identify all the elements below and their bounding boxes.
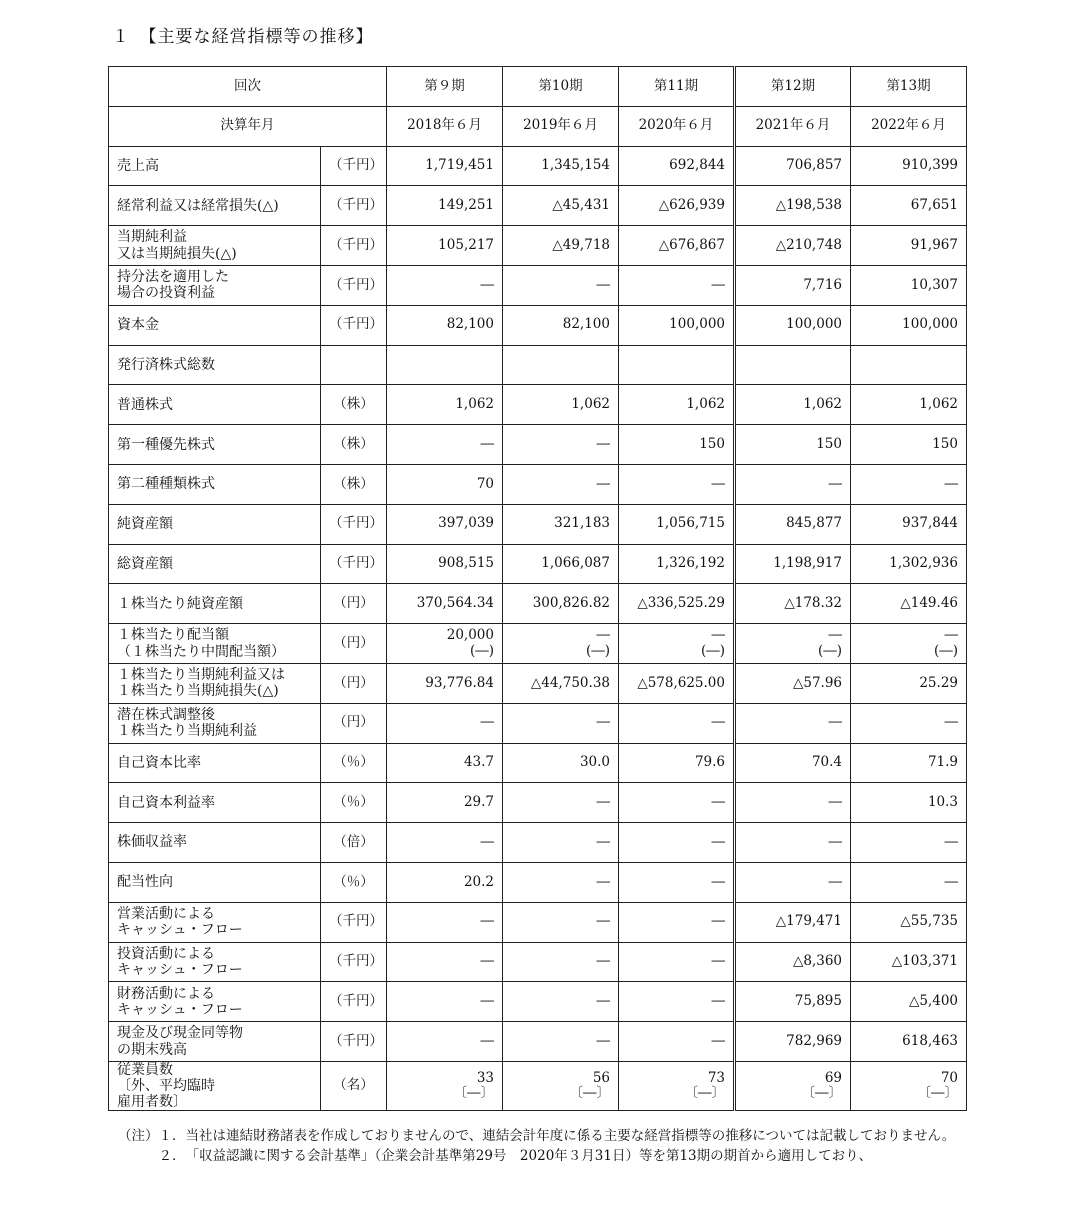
value-cell: 1,345,154 (503, 146, 619, 186)
row-label (109, 544, 321, 584)
value-cell: 1,062 (503, 385, 619, 425)
value-cell: 1,326,192 (619, 544, 735, 584)
row-label (109, 1061, 321, 1110)
row-label (109, 823, 321, 863)
value-cell: ― (619, 862, 735, 902)
value-cell (503, 345, 619, 385)
value-cell: ― (387, 902, 503, 942)
value-cell: ― (851, 464, 967, 504)
row-unit: （千円） (321, 504, 387, 544)
table-row (109, 345, 967, 385)
value-cell: ― (503, 862, 619, 902)
value-sub: (―) (933, 642, 958, 659)
value-cell: △210,748 (735, 226, 851, 266)
row-unit: （株） (321, 425, 387, 465)
table-row (109, 385, 967, 425)
row-label-line: の期末残高 (117, 1041, 187, 1058)
row-unit: （％） (321, 862, 387, 902)
row-label (109, 1022, 321, 1062)
row-unit: （倍） (321, 823, 387, 863)
value-sub: (―) (585, 642, 610, 659)
header-date-11: 2020年６月 (619, 106, 735, 146)
row-label (109, 663, 321, 703)
row-label-line: 第一種優先株式 (117, 436, 215, 453)
value-sub: 〔―〕 (453, 1085, 494, 1102)
note-1-lead: （注）１． (118, 1128, 186, 1144)
value-cell: 71.9 (851, 743, 967, 783)
row-unit: （千円） (321, 902, 387, 942)
value-cell: △198,538 (735, 186, 851, 226)
row-unit: （千円） (321, 544, 387, 584)
table-row (109, 425, 967, 465)
row-unit: （千円） (321, 186, 387, 226)
row-label-line: 潜在株式調整後 (117, 707, 215, 724)
value-cell: 30.0 (503, 743, 619, 783)
row-unit: （千円） (321, 226, 387, 266)
row-label-line: １株当たり純資産額 (117, 595, 243, 612)
row-label-line: 又は当期純損失(△) (117, 245, 237, 262)
row-unit: （円） (321, 663, 387, 703)
row-label-line: 投資活動による (117, 945, 215, 962)
value-cell: 782,969 (735, 1022, 851, 1062)
value-cell: △178.32 (735, 584, 851, 624)
value-cell: 70 (387, 464, 503, 504)
value-cell: ― (503, 982, 619, 1022)
row-label-line: １株当たり当期純損失(△) (117, 683, 279, 700)
header-date-9: 2018年６月 (387, 106, 503, 146)
value-cell: ― (387, 942, 503, 982)
table-row (109, 464, 967, 504)
row-label (109, 862, 321, 902)
row-unit: （％） (321, 743, 387, 783)
value-cell: △149.46 (851, 584, 967, 624)
header-period-10: 第10期 (503, 67, 619, 107)
table-row (109, 544, 967, 584)
value-cell: △45,431 (503, 186, 619, 226)
value-cell: ― (735, 464, 851, 504)
value-main: ― (596, 627, 610, 644)
value-cell (387, 345, 503, 385)
value-cell: △578,625.00 (619, 663, 735, 703)
row-label-line: 純資産額 (117, 516, 173, 533)
row-label-line: 第二種種類株式 (117, 476, 215, 493)
value-cell: ― (503, 703, 619, 743)
value-cell: 845,877 (735, 504, 851, 544)
row-label-line: 株価収益率 (117, 834, 187, 851)
value-cell: 100,000 (619, 305, 735, 345)
value-cell: 397,039 (387, 504, 503, 544)
row-unit: （名） (321, 1061, 387, 1110)
value-cell: ― (503, 464, 619, 504)
value-cell: ― (503, 425, 619, 465)
value-cell: △676,867 (619, 226, 735, 266)
row-label-line: 現金及び現金同等物 (117, 1025, 243, 1042)
value-cell: ― (619, 982, 735, 1022)
row-unit: （千円） (321, 942, 387, 982)
row-label-line: 当期純利益 (117, 229, 187, 246)
value-cell: 29.7 (387, 783, 503, 823)
value-cell (619, 1061, 735, 1110)
value-cell: △5,400 (851, 982, 967, 1022)
value-cell: 10.3 (851, 783, 967, 823)
table-row (109, 1061, 967, 1110)
value-cell: △57.96 (735, 663, 851, 703)
row-label (109, 624, 321, 664)
row-label-line: 持分法を適用した (117, 269, 229, 286)
table-row (109, 584, 967, 624)
value-cell: 93,776.84 (387, 663, 503, 703)
row-unit: （千円） (321, 265, 387, 305)
row-label-line: キャッシュ・フロー (117, 1001, 243, 1018)
value-main: ― (944, 627, 958, 644)
header-date-10: 2019年６月 (503, 106, 619, 146)
value-cell: ― (387, 703, 503, 743)
value-cell: 43.7 (387, 743, 503, 783)
row-label-line: 資本金 (117, 317, 159, 334)
value-cell: 706,857 (735, 146, 851, 186)
value-cell: ― (851, 703, 967, 743)
table-row (109, 743, 967, 783)
table-row (109, 982, 967, 1022)
header-period-9: 第９期 (387, 67, 503, 107)
value-cell: ― (387, 982, 503, 1022)
value-main: 69 (824, 1069, 842, 1086)
value-cell: △44,750.38 (503, 663, 619, 703)
value-cell: 618,463 (851, 1022, 967, 1062)
value-cell: ― (735, 783, 851, 823)
row-label-line: （１株当たり中間配当額） (117, 643, 285, 660)
value-cell: ― (503, 783, 619, 823)
value-cell: 70.4 (735, 743, 851, 783)
value-cell: 7,716 (735, 265, 851, 305)
row-label (109, 504, 321, 544)
table-row (109, 226, 967, 266)
value-cell (387, 1061, 503, 1110)
row-unit: （千円） (321, 146, 387, 186)
row-label-line: 配当性向 (117, 874, 173, 891)
value-cell: ― (503, 265, 619, 305)
value-cell: △626,939 (619, 186, 735, 226)
value-cell (503, 624, 619, 664)
row-label-line: 従業員数 (117, 1061, 173, 1078)
row-label-line: 財務活動による (117, 985, 215, 1002)
row-label-line: 経常利益又は経常損失(△) (117, 197, 279, 214)
value-cell: △8,360 (735, 942, 851, 982)
value-cell: 105,217 (387, 226, 503, 266)
value-cell: ― (735, 862, 851, 902)
table-row (109, 186, 967, 226)
value-cell: 20.2 (387, 862, 503, 902)
row-label-line: １株当たり当期純利益又は (117, 667, 285, 684)
row-unit (321, 345, 387, 385)
header-date-12: 2021年６月 (735, 106, 851, 146)
row-label (109, 902, 321, 942)
value-cell: △103,371 (851, 942, 967, 982)
table-row (109, 146, 967, 186)
value-cell: ― (619, 823, 735, 863)
value-cell: 150 (851, 425, 967, 465)
row-label-line: １株当たり当期純利益 (117, 723, 257, 740)
value-cell: ― (851, 823, 967, 863)
header-date-13: 2022年６月 (851, 106, 967, 146)
value-cell: ― (619, 902, 735, 942)
value-cell: 75,895 (735, 982, 851, 1022)
row-unit: （円） (321, 703, 387, 743)
value-cell (735, 1061, 851, 1110)
value-cell (387, 624, 503, 664)
value-cell: 100,000 (735, 305, 851, 345)
row-unit: （円） (321, 624, 387, 664)
row-unit: （千円） (321, 982, 387, 1022)
value-sub: 〔―〕 (569, 1085, 610, 1102)
row-label (109, 425, 321, 465)
table-row (109, 624, 967, 664)
notes (118, 1126, 978, 1166)
value-main: ― (828, 627, 842, 644)
value-cell (851, 345, 967, 385)
table-row (109, 504, 967, 544)
value-cell: 1,302,936 (851, 544, 967, 584)
header-period-13: 第13期 (851, 67, 967, 107)
value-cell: 82,100 (503, 305, 619, 345)
value-main: 56 (592, 1069, 610, 1086)
row-label (109, 464, 321, 504)
value-cell: ― (619, 703, 735, 743)
table-row (109, 862, 967, 902)
value-cell: 82,100 (387, 305, 503, 345)
value-cell (619, 345, 735, 385)
value-cell: 300,826.82 (503, 584, 619, 624)
note-1 (118, 1126, 978, 1146)
header-period-11: 第11期 (619, 67, 735, 107)
header-row-period (109, 67, 967, 107)
value-cell: 370,564.34 (387, 584, 503, 624)
value-sub: 〔―〕 (917, 1085, 958, 1102)
value-cell: ― (851, 862, 967, 902)
value-cell: 150 (619, 425, 735, 465)
row-label-line: キャッシュ・フロー (117, 961, 243, 978)
row-unit: （円） (321, 584, 387, 624)
row-label-line: 自己資本比率 (117, 754, 201, 771)
value-cell: △336,525.29 (619, 584, 735, 624)
row-label-line: 雇用者数〕 (117, 1094, 187, 1111)
value-cell: ― (619, 1022, 735, 1062)
table-row (109, 1022, 967, 1062)
row-label-line: 自己資本利益率 (117, 794, 215, 811)
value-cell: 1,062 (387, 385, 503, 425)
value-cell (619, 624, 735, 664)
table-row (109, 703, 967, 743)
note-2-text: 「収益認識に関する会計基準」（企業会計基準第29号 2020年３月31日）等を第13期の期首から適用しており、 (185, 1148, 873, 1164)
row-label-line: 営業活動による (117, 906, 215, 923)
value-cell: 1,719,451 (387, 146, 503, 186)
row-unit: （％） (321, 783, 387, 823)
row-unit: （株） (321, 385, 387, 425)
row-label-line: 普通株式 (117, 396, 173, 413)
value-cell: ― (619, 265, 735, 305)
table-row (109, 663, 967, 703)
value-cell: ― (503, 942, 619, 982)
value-sub: 〔―〕 (684, 1085, 725, 1102)
header-date-label: 決算年月 (109, 106, 387, 146)
value-cell: △49,718 (503, 226, 619, 266)
value-cell (735, 345, 851, 385)
value-cell (503, 1061, 619, 1110)
row-label (109, 226, 321, 266)
row-unit: （千円） (321, 305, 387, 345)
row-label (109, 305, 321, 345)
table-row (109, 902, 967, 942)
value-cell: △55,735 (851, 902, 967, 942)
row-label-line: 場合の投資利益 (117, 285, 215, 302)
row-label (109, 385, 321, 425)
value-cell (851, 624, 967, 664)
row-label (109, 982, 321, 1022)
value-cell: 1,062 (619, 385, 735, 425)
table-row (109, 823, 967, 863)
value-cell: ― (735, 823, 851, 863)
value-cell: 1,198,917 (735, 544, 851, 584)
value-cell: 91,967 (851, 226, 967, 266)
row-label (109, 584, 321, 624)
row-unit: （千円） (321, 1022, 387, 1062)
value-cell: 25.29 (851, 663, 967, 703)
value-cell: 908,515 (387, 544, 503, 584)
value-cell: 150 (735, 425, 851, 465)
row-label-line: 〔外、平均臨時 (117, 1078, 215, 1095)
row-label (109, 265, 321, 305)
note-2-lead: ２． (118, 1148, 186, 1164)
row-label (109, 942, 321, 982)
value-cell: 1,062 (851, 385, 967, 425)
value-cell: ― (619, 783, 735, 823)
value-cell: 10,307 (851, 265, 967, 305)
value-cell: 1,056,715 (619, 504, 735, 544)
value-cell: 692,844 (619, 146, 735, 186)
value-cell: 321,183 (503, 504, 619, 544)
value-cell: ― (503, 902, 619, 942)
header-period-label: 回次 (109, 67, 387, 107)
note-1-text: 当社は連結財務諸表を作成しておりませんので、連結会計年度に係る主要な経営指標等の推移については記載しておりません。 (185, 1128, 956, 1144)
value-sub: 〔―〕 (801, 1085, 842, 1102)
value-cell: ― (503, 1022, 619, 1062)
value-cell: ― (619, 942, 735, 982)
value-cell: ― (387, 1022, 503, 1062)
header-period-12: 第12期 (735, 67, 851, 107)
row-label (109, 703, 321, 743)
value-sub: (―) (469, 642, 494, 659)
header-row-date (109, 106, 967, 146)
table-row (109, 305, 967, 345)
value-cell: 937,844 (851, 504, 967, 544)
row-label-line: 総資産額 (117, 555, 173, 572)
value-cell: 910,399 (851, 146, 967, 186)
value-cell: 1,062 (735, 385, 851, 425)
value-cell (735, 624, 851, 664)
table-row (109, 942, 967, 982)
value-main: 33 (476, 1069, 494, 1086)
value-cell: 67,651 (851, 186, 967, 226)
row-unit: （株） (321, 464, 387, 504)
row-label (109, 743, 321, 783)
value-cell (851, 1061, 967, 1110)
value-main: 20,000 (446, 627, 494, 644)
value-cell: ― (387, 265, 503, 305)
row-label-line: キャッシュ・フロー (117, 922, 243, 939)
value-cell: 100,000 (851, 305, 967, 345)
table-row (109, 265, 967, 305)
value-main: 70 (940, 1069, 958, 1086)
row-label-line: １株当たり配当額 (117, 627, 229, 644)
value-sub: (―) (817, 642, 842, 659)
row-label (109, 146, 321, 186)
value-cell: ― (619, 464, 735, 504)
row-label (109, 186, 321, 226)
value-sub: (―) (700, 642, 725, 659)
section-title: １ 【主要な経営指標等の推移】 (112, 27, 374, 47)
row-label (109, 345, 321, 385)
value-cell: ― (503, 823, 619, 863)
value-cell: ― (387, 425, 503, 465)
value-main: 73 (707, 1069, 725, 1086)
value-cell: ― (387, 823, 503, 863)
row-label-line: 発行済株式総数 (117, 356, 215, 373)
value-main: ― (711, 627, 725, 644)
value-cell: ― (735, 703, 851, 743)
note-2 (118, 1146, 978, 1166)
value-cell: 149,251 (387, 186, 503, 226)
table-row (109, 783, 967, 823)
row-label (109, 783, 321, 823)
value-cell: 79.6 (619, 743, 735, 783)
value-cell: △179,471 (735, 902, 851, 942)
financial-indicators-table (108, 66, 967, 1111)
value-cell: 1,066,087 (503, 544, 619, 584)
row-label-line: 売上高 (117, 157, 159, 174)
